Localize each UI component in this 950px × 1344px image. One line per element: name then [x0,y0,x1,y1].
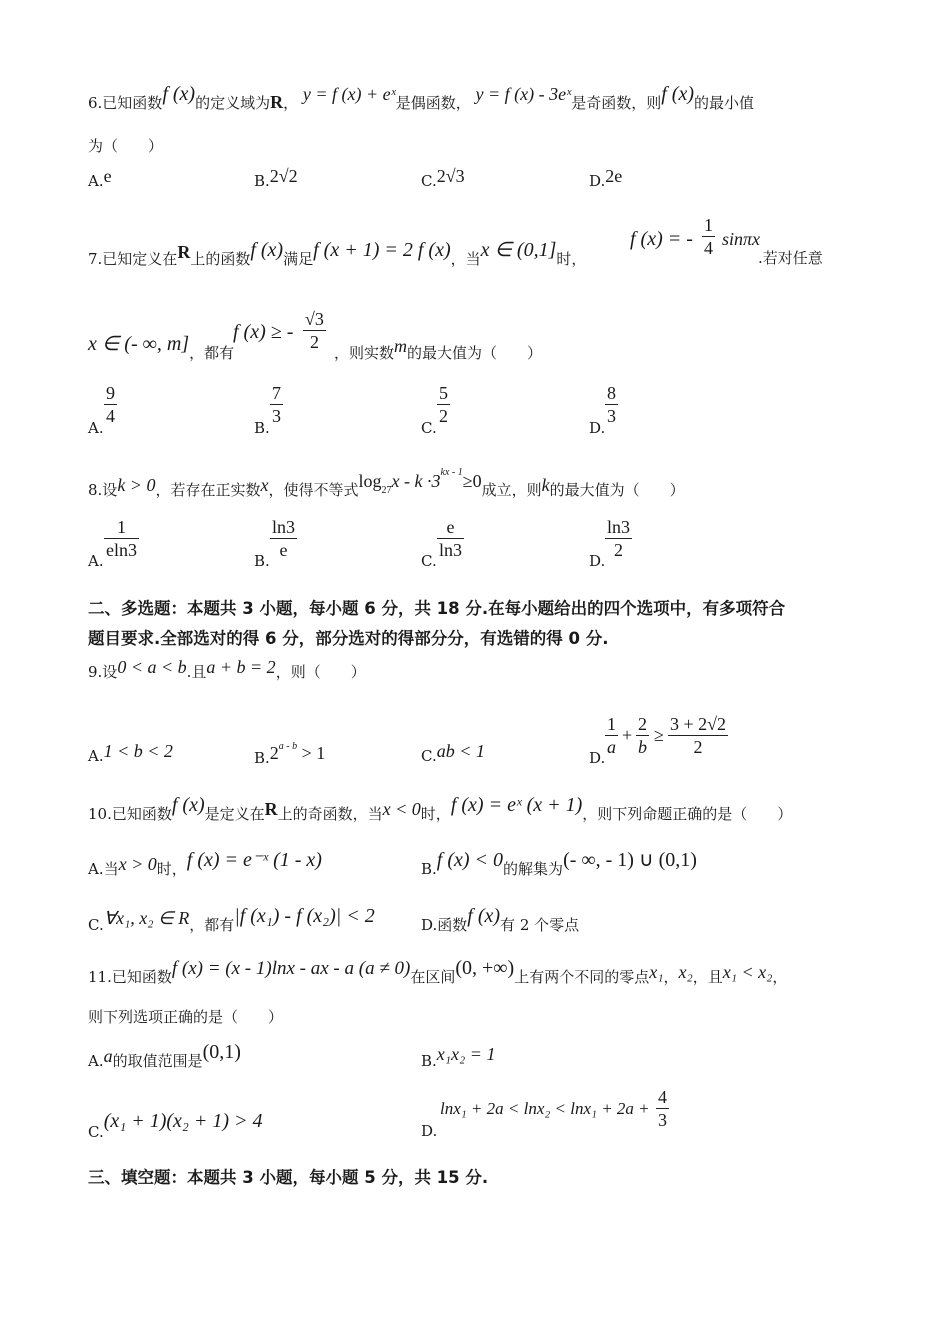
q8-inequality: x - k ·3 [391,471,441,491]
fraction-numerator: 3 + 2√2 [670,714,727,734]
q8-text3: 成立，则 [481,481,542,499]
option-mid: 有 2 个零点 [500,916,580,934]
fraction-denominator: 4 [704,238,713,258]
q7-text5: .若对任意 [758,249,823,267]
q10-option-c [88,905,375,935]
option-label: D. [421,916,438,934]
q7-option-c-fraction [437,382,450,427]
fraction-numerator: ln3 [607,517,631,537]
q9-option-d-plus: + [622,725,633,745]
q7-option-a-fraction [104,382,117,427]
q11-option-d-fraction [656,1086,669,1131]
q8-option-c-fraction [437,516,464,561]
question-7-line2 [88,333,235,363]
q11-option-b [421,1044,496,1071]
q9-intro: 9.设 [88,663,118,681]
option-value: 1 < b < 2 [103,741,173,761]
q11-x1: x₁ [649,962,664,982]
q11-option-d-expression [440,1099,650,1119]
q8-ge-zero: ≥0 [462,471,482,491]
q9-option-c [421,741,485,766]
fraction-numerator: 4 [658,1087,667,1107]
q6-function: f (x) [162,83,196,105]
q10-function: f (x) [171,794,205,816]
q8-text4: 的最大值为（ ） [549,481,685,499]
q9-text1: .且 [186,663,207,681]
q8-option-c-label: C. [421,552,437,570]
q6-option-a [88,166,112,191]
option-expression: f (x) = e⁻ˣ (1 - x) [186,849,322,871]
option-set: (- ∞, - 1) ∪ (0,1) [563,849,697,871]
q8-text2: ，使得不等式 [268,481,359,499]
q11-expression: f (x) = (x - 1)lnx - ax - a (a ≠ 0) [171,958,411,979]
option-expression: (0,1) [202,1041,241,1063]
option-label: A. [88,860,104,878]
fraction-denominator: b [638,737,647,757]
q7-line2-text2: ，则实数 [334,344,395,362]
option-expression: (x₁ + 1)(x₂ + 1) > 4 [103,1110,263,1132]
q10-expression: f (x) = eˣ (x + 1) [450,794,583,816]
option-exponent: a - b [278,741,298,752]
option-expression: lnx₁ + 2a < lnx₂ < lnx₁ + 2a + [440,1099,650,1118]
q7-text3: ，当 [450,250,481,268]
fraction-numerator: e [437,516,464,539]
q11-option-a [88,1041,241,1071]
q6-expr-odd: y = f (x) - 3eˣ [475,84,572,104]
fraction-numerator: 9 [106,383,115,403]
q7-fraction-quarter [702,214,715,259]
q10-text4: ，则下列命题正确的是（ ） [582,805,793,823]
q7-sin-term: sinπx [722,229,761,249]
fraction-denominator: 2 [693,737,703,757]
q7-ineq: f (x) ≥ - [233,321,294,343]
q9-option-d-frac3 [668,713,728,758]
fraction-denominator: 2 [614,540,623,560]
fraction-denominator: 2 [309,332,319,352]
fraction-denominator: 3 [272,406,281,426]
q11-text3: ， [663,968,679,986]
q9-option-d-frac2 [636,713,649,758]
option-label: B. [254,172,270,190]
q6-real-set: R [270,92,284,112]
q9-option-d-ge: ≥ [654,725,664,745]
q6-intro: 6.已知函数 [88,94,163,112]
question-11-stem [88,957,788,987]
q6-function-2: f (x) [661,83,694,105]
q11-text5: ， [772,968,788,986]
q7-text2: 满足 [283,250,314,268]
q11-intro: 11.已知函数 [88,968,172,986]
q8-log-base: 27 [381,485,392,496]
q7-functional-eq: f (x + 1) = 2 f (x) [313,239,451,261]
q9-text2: ，则（ ） [275,663,366,681]
option-value: ab < 1 [436,741,485,761]
option-pre: 函数 [437,916,468,934]
q7-inequality [233,322,293,343]
option-label: C. [88,1123,104,1141]
q6-option-b [254,166,298,191]
q8-option-b-label: B. [254,552,270,570]
q8-text1: ，若存在正实数 [155,481,261,499]
option-mid: 的解集为 [503,860,564,878]
q8-option-a-fraction [104,516,139,561]
q8-option-d-label: D. [589,552,606,570]
fraction-denominator: ln3 [439,540,463,560]
q10-text2: 上的奇函数，当 [277,805,383,823]
fraction-denominator: 4 [106,406,115,426]
fraction-numerator: 1 [104,516,139,539]
q8-log: log [358,471,382,491]
section-2-heading-line2: 题目要求.全部选对的得 6 分，部分选对的得部分分，有选错的得 0 分. [88,629,609,648]
q11-text2: 上有两个不同的零点 [514,968,650,986]
section-2-heading-line1: 二、多选题：本题共 3 小题，每小题 6 分，共 18 分.在每小题给出的四个选项中，有多项符合 [88,599,786,618]
option-label: C. [421,172,437,190]
fraction-numerator: √3 [305,309,324,329]
q11-interval: (0, +∞) [455,957,515,979]
q6-expr-even: y = f (x) + eˣ [302,84,396,104]
question-10-stem [88,794,793,824]
q7-line2-text3: 的最大值为（ ） [407,344,543,362]
q7-line2-text1: ，都有 [189,344,235,362]
q8-k: k [541,475,550,495]
option-label: B. [421,1052,437,1070]
q9-option-b [254,741,326,768]
q11-text1: 在区间 [410,968,456,986]
q6-even-text: 是偶函数， [395,94,471,112]
option-expression: x₁x₂ = 1 [436,1044,496,1064]
option-expression: f (x) < 0 [436,849,504,871]
fraction-numerator: ln3 [272,517,296,537]
fraction-denominator: eln3 [106,540,137,560]
q9-condition-1: 0 < a < b [117,657,187,677]
q10-intro: 10.已知函数 [88,805,172,823]
option-label: A. [88,1052,104,1070]
q11-stem-line2: 则下列选项正确的是（ ） [88,1008,284,1026]
q6-comma: ， [283,94,299,112]
option-label: A. [88,747,104,765]
option-mid: 时， [156,860,187,878]
fraction-denominator: a [607,737,616,757]
option-label: D. [589,172,606,190]
q10-option-b [421,849,697,879]
q7-text4: 时， [556,250,587,268]
option-value: e [103,166,112,186]
q10-option-a [88,849,322,879]
question-7-stem [88,239,587,269]
q8-option-b-fraction [270,516,297,561]
q7-interval: x ∈ (0,1] [480,239,557,261]
q7-option-a-label: A. [88,419,104,437]
section-3-heading: 三、填空题：本题共 3 小题，每小题 5 分，共 15 分. [88,1168,489,1187]
q8-x: x [260,475,269,495]
q6-odd-text: 是奇函数，则 [571,94,662,112]
option-label: B. [421,860,437,878]
q6-option-d [589,166,623,191]
option-expression: f (x) [467,905,501,927]
option-value: 2√3 [436,166,465,186]
q9-option-d-frac1 [605,713,618,758]
q6-stem-line2: 为（ ） [88,137,164,155]
fraction-denominator: 3 [658,1110,667,1130]
fraction-denominator: e [279,540,288,560]
option-expression: ∀x₁, x₂ ∈ R [103,908,190,928]
q9-condition-2: a + b = 2 [206,657,276,677]
fraction-denominator: 2 [439,406,448,426]
option-variable: a [103,1046,113,1066]
q11-text4: ，且 [692,968,723,986]
q7-sin [722,229,760,250]
q10-option-d [421,905,580,935]
option-label: A. [88,172,104,190]
fraction-numerator: 2 [638,714,647,734]
q7-option-c-label: C. [421,419,437,437]
q9-option-a [88,741,173,766]
q10-real-set: R [264,799,278,819]
q11-option-d-label: D. [421,1122,438,1140]
q11-x2: x₂ [678,962,693,982]
q9-option-d-label: D. [589,749,606,767]
q6-tail: 的最小值 [694,94,755,112]
q7-intro: 7.已知定义在 [88,250,178,268]
q7-line2-tail [334,336,543,363]
question-8-stem [88,467,685,507]
fraction-numerator: 8 [607,383,616,403]
fraction-numerator: 5 [439,383,448,403]
option-condition: x > 0 [118,854,157,874]
q11-order: x₁ < x₂ [722,962,773,982]
q7-option-b-label: B. [254,419,270,437]
q11-option-c [88,1110,263,1142]
option-label: B. [254,749,270,767]
q8-intro: 8.设 [88,481,118,499]
q7-option-d-fraction [605,382,618,427]
fraction-numerator: 1 [704,215,713,235]
q6-domain-text: 的定义域为 [195,94,271,112]
option-tail: > 1 [297,743,326,763]
q8-k-positive: k > 0 [117,475,156,495]
q7-line2-interval: x ∈ (- ∞, m] [88,333,190,355]
option-value: 2 [269,743,279,763]
q7-option-d-label: D. [589,419,606,437]
q7-text1: 上的函数 [190,250,251,268]
option-pre: 当 [103,860,119,878]
question-9-stem [88,657,366,682]
q10-text3: 时， [420,805,451,823]
q7-option-b-fraction [270,382,283,427]
q10-condition: x < 0 [382,799,421,819]
q7-definition [630,229,693,250]
q8-exponent: kx - 1 [440,467,463,478]
option-mid: 的取值范围是 [112,1052,203,1070]
option-value: 2e [605,166,623,186]
fraction-numerator: 1 [607,714,616,734]
option-label: C. [88,916,104,934]
q6-option-c [421,166,465,191]
q7-m: m [394,336,408,356]
q7-fraction-sqrt3 [303,308,326,353]
question-6-stem [88,83,755,113]
option-value: 2√2 [269,166,298,186]
option-label: C. [421,747,437,765]
option-mid: ，都有 [189,916,235,934]
q7-real-set: R [177,242,191,262]
fraction-numerator: 7 [272,383,281,403]
q10-text1: 是定义在 [204,805,265,823]
option-inequality: |f (x₁) - f (x₂)| < 2 [234,905,375,927]
q7-function: f (x) [250,239,284,261]
q8-option-d-fraction [605,516,632,561]
fraction-denominator: 3 [607,406,616,426]
q7-fdef: f (x) = - [630,228,693,250]
q8-option-a-label: A. [88,552,104,570]
